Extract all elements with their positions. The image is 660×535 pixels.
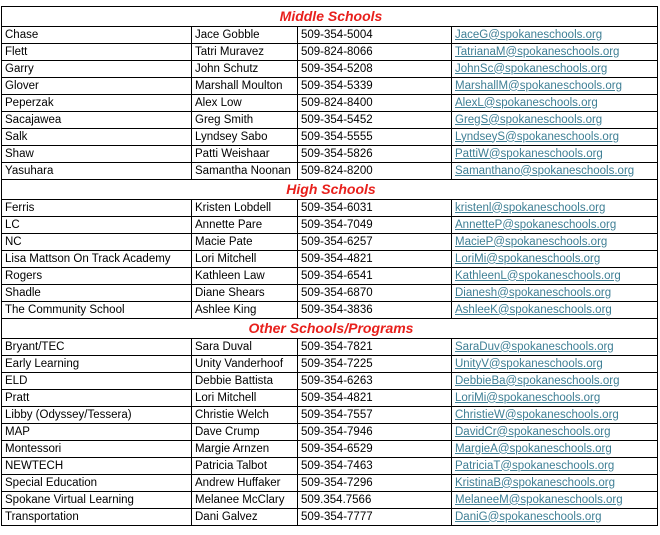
table-row (2, 200, 658, 217)
school-name-cell: Ferris (2, 200, 192, 217)
table-row (2, 27, 658, 44)
table-row (2, 390, 658, 407)
school-name-cell: Special Education (2, 475, 192, 492)
phone-cell: 509-354-7049 (298, 217, 452, 234)
contact-name-cell: Andrew Huffaker (192, 475, 298, 492)
school-name-cell: Flett (2, 44, 192, 61)
email-link[interactable]: PatriciaT@spokaneschools.org (452, 458, 658, 475)
section-title: Other Schools/Programs (248, 320, 414, 336)
phone-cell: 509-354-4821 (298, 390, 452, 407)
phone-cell: 509-354-7821 (298, 339, 452, 356)
contact-name-cell: Lori Mitchell (192, 251, 298, 268)
table-row (2, 78, 658, 95)
phone-cell: 509-354-6257 (298, 234, 452, 251)
school-name-cell: Bryant/TEC (2, 339, 192, 356)
phone-cell: 509-354-6031 (298, 200, 452, 217)
phone-cell: 509-354-5555 (298, 129, 452, 146)
contact-name-cell: Greg Smith (192, 112, 298, 129)
table-body (2, 7, 658, 526)
phone-cell: 509-354-7946 (298, 424, 452, 441)
contact-name-cell: Dave Crump (192, 424, 298, 441)
table-row (2, 302, 658, 319)
table-row (2, 146, 658, 163)
school-name-cell: Spokane Virtual Learning (2, 492, 192, 509)
contact-name-cell: Diane Shears (192, 285, 298, 302)
email-link[interactable]: LoriMi@spokaneschools.org (452, 251, 658, 268)
contact-name-cell: John Schutz (192, 61, 298, 78)
school-name-cell: Yasuhara (2, 163, 192, 180)
table-row (2, 339, 658, 356)
school-name-cell: Pratt (2, 390, 192, 407)
email-link[interactable]: ChristieW@spokaneschools.org (452, 407, 658, 424)
school-name-cell: Early Learning (2, 356, 192, 373)
table-row (2, 163, 658, 180)
email-link[interactable]: MelaneeM@spokaneschools.org (452, 492, 658, 509)
email-link[interactable]: JaceG@spokaneschools.org (452, 27, 658, 44)
phone-cell: 509-354-7463 (298, 458, 452, 475)
table-row (2, 217, 658, 234)
school-name-cell: ELD (2, 373, 192, 390)
contact-name-cell: Dani Galvez (192, 509, 298, 526)
table-row (2, 95, 658, 112)
school-name-cell: Glover (2, 78, 192, 95)
school-name-cell: Shadle (2, 285, 192, 302)
phone-cell: 509-354-6870 (298, 285, 452, 302)
section-title: High Schools (286, 181, 376, 197)
phone-cell: 509-824-8066 (298, 44, 452, 61)
contact-name-cell: Sara Duval (192, 339, 298, 356)
table-row (2, 475, 658, 492)
table-row (2, 112, 658, 129)
table-row (2, 458, 658, 475)
school-name-cell: Libby (Odyssey/Tessera) (2, 407, 192, 424)
contact-name-cell: Macie Pate (192, 234, 298, 251)
table-row (2, 373, 658, 390)
contact-name-cell: Patricia Talbot (192, 458, 298, 475)
contact-name-cell: Lori Mitchell (192, 390, 298, 407)
contact-name-cell: Margie Arnzen (192, 441, 298, 458)
school-name-cell: Rogers (2, 268, 192, 285)
email-link[interactable]: kristenl@spokaneschools.org (452, 200, 658, 217)
section-header-cell (2, 7, 658, 27)
school-name-cell: The Community School (2, 302, 192, 319)
email-link[interactable]: PattiW@spokaneschools.org (452, 146, 658, 163)
contact-name-cell: Christie Welch (192, 407, 298, 424)
email-link[interactable]: MacieP@spokaneschools.org (452, 234, 658, 251)
contact-name-cell: Marshall Moulton (192, 78, 298, 95)
section-title: Middle Schools (279, 8, 383, 24)
email-link[interactable]: LoriMi@spokaneschools.org (452, 390, 658, 407)
phone-cell: 509-354-5826 (298, 146, 452, 163)
phone-cell: 509-354-6529 (298, 441, 452, 458)
school-name-cell: MAP (2, 424, 192, 441)
contact-name-cell: Melanee McClary (192, 492, 298, 509)
email-link[interactable]: UnityV@spokaneschools.org (452, 356, 658, 373)
contact-name-cell: Annette Pare (192, 217, 298, 234)
contact-name-cell: Jace Gobble (192, 27, 298, 44)
email-link[interactable]: DebbieBa@spokaneschools.org (452, 373, 658, 390)
section-header-row (2, 319, 658, 339)
contact-name-cell: Kathleen Law (192, 268, 298, 285)
email-link[interactable]: TatrianaM@spokaneschools.org (452, 44, 658, 61)
school-name-cell: NC (2, 234, 192, 251)
phone-cell: 509-824-8200 (298, 163, 452, 180)
phone-cell: 509-354-4821 (298, 251, 452, 268)
contact-name-cell: Kristen Lobdell (192, 200, 298, 217)
school-name-cell: Salk (2, 129, 192, 146)
table-row (2, 441, 658, 458)
school-name-cell: NEWTECH (2, 458, 192, 475)
table-row (2, 285, 658, 302)
section-header-cell (2, 180, 658, 200)
school-contacts-table (1, 6, 658, 526)
table-row (2, 234, 658, 251)
school-name-cell: Shaw (2, 146, 192, 163)
table-row (2, 424, 658, 441)
phone-cell: 509.354.7566 (298, 492, 452, 509)
phone-cell: 509-354-5208 (298, 61, 452, 78)
email-link[interactable]: GregS@spokaneschools.org (452, 112, 658, 129)
section-header-row (2, 180, 658, 200)
contact-name-cell: Ashlee King (192, 302, 298, 319)
email-link[interactable]: SaraDuv@spokaneschools.org (452, 339, 658, 356)
phone-cell: 509-354-6263 (298, 373, 452, 390)
table-row (2, 356, 658, 373)
contact-name-cell: Tatri Muravez (192, 44, 298, 61)
table-row (2, 251, 658, 268)
email-link[interactable]: DavidCr@spokaneschools.org (452, 424, 658, 441)
email-link[interactable]: AlexL@spokaneschools.org (452, 95, 658, 112)
contact-name-cell: Alex Low (192, 95, 298, 112)
phone-cell: 509-354-7296 (298, 475, 452, 492)
contact-name-cell: Patti Weishaar (192, 146, 298, 163)
phone-cell: 509-354-6541 (298, 268, 452, 285)
email-link[interactable]: AshleeK@spokaneschools.org (452, 302, 658, 319)
section-header-cell (2, 319, 658, 339)
school-name-cell: Sacajawea (2, 112, 192, 129)
table-row (2, 61, 658, 78)
email-link[interactable]: MarshallM@spokaneschools.org (452, 78, 658, 95)
table-row (2, 268, 658, 285)
table-row (2, 44, 658, 61)
contact-name-cell: Debbie Battista (192, 373, 298, 390)
school-name-cell: Chase (2, 27, 192, 44)
table-row (2, 129, 658, 146)
phone-cell: 509-354-5452 (298, 112, 452, 129)
school-name-cell: Transportation (2, 509, 192, 526)
email-link[interactable]: JohnSc@spokaneschools.org (452, 61, 658, 78)
phone-cell: 509-824-8400 (298, 95, 452, 112)
school-name-cell: Peperzak (2, 95, 192, 112)
email-link[interactable]: KathleenL@spokaneschools.org (452, 268, 658, 285)
section-header-row (2, 7, 658, 27)
school-name-cell: LC (2, 217, 192, 234)
email-link[interactable]: Dianesh@spokaneschools.org (452, 285, 658, 302)
phone-cell: 509-354-7777 (298, 509, 452, 526)
school-name-cell: Lisa Mattson On Track Academy (2, 251, 192, 268)
phone-cell: 509-354-5004 (298, 27, 452, 44)
email-link[interactable]: LyndseyS@spokaneschools.org (452, 129, 658, 146)
phone-cell: 509-354-5339 (298, 78, 452, 95)
email-link[interactable]: AnnetteP@spokaneschools.org (452, 217, 658, 234)
school-name-cell: Garry (2, 61, 192, 78)
contact-name-cell: Unity Vanderhoof (192, 356, 298, 373)
email-link[interactable]: MargieA@spokaneschools.org (452, 441, 658, 458)
email-link[interactable]: DaniG@spokaneschools.org (452, 509, 658, 526)
contact-name-cell: Samantha Noonan (192, 163, 298, 180)
table-row (2, 492, 658, 509)
table-row (2, 407, 658, 424)
school-name-cell: Montessori (2, 441, 192, 458)
phone-cell: 509-354-3836 (298, 302, 452, 319)
email-link[interactable]: Samanthano@spokaneschools.org (452, 163, 658, 180)
email-link[interactable]: KristinaB@spokaneschools.org (452, 475, 658, 492)
phone-cell: 509-354-7557 (298, 407, 452, 424)
table-row (2, 509, 658, 526)
phone-cell: 509-354-7225 (298, 356, 452, 373)
contact-name-cell: Lyndsey Sabo (192, 129, 298, 146)
